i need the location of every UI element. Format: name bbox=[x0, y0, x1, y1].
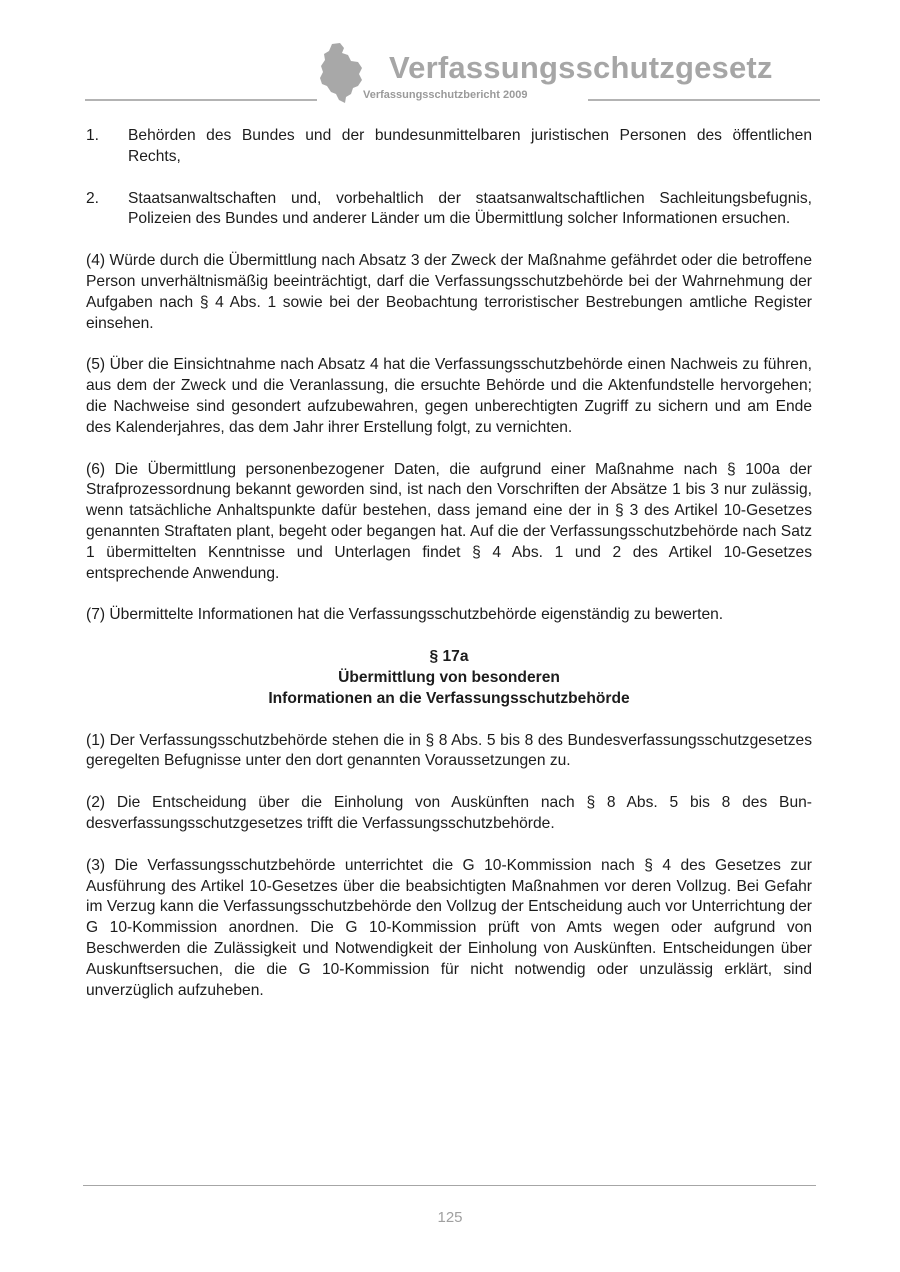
footer-rule bbox=[83, 1185, 816, 1186]
paragraph-7: (7) Übermittelte Informationen hat die Verfassungsschutzbehörde eigenständig zu bewerten. bbox=[86, 606, 724, 624]
section-title-line-1: Übermittlung von besonderen bbox=[338, 668, 560, 686]
header-rule-left bbox=[85, 99, 317, 101]
section-paragraph-2: (2) Die Entscheidung über die Einholung von Auskünften nach § 8 Abs. 5 bis 8 des Bundesverfassungsschutzgesetzes trifft die Verfassungsschutzbehörde. bbox=[86, 794, 812, 832]
paragraph-5: (5) Über die Einsichtnahme nach Absatz 4 hat die Verfassungsschutzbehörde einen Nachweis zu führen, aus dem der Zweck und die Veranlassung, die ersuchte Behörde und die Aktenfundstelle hervorgehen; die Nachweise sind gesondert aufzubewahren, gegen unberechtigten Zugriff zu sichern und am Ende des Kalenderjahres, das dem Jahr ihrer Erstellung folgt, zu vernichten. bbox=[86, 356, 812, 436]
list-item-number: 2. bbox=[86, 189, 100, 207]
header-rule-right bbox=[588, 99, 820, 101]
list-item-text: Behörden des Bundes und der bundesunmittelbaren juristischen Personen des öffentlichen Rechts, bbox=[128, 127, 812, 165]
saxony-anhalt-map-icon bbox=[318, 42, 364, 104]
page-number: 125 bbox=[437, 1209, 463, 1226]
list-item-number: 1. bbox=[86, 127, 100, 144]
section-paragraph-1: (1) Der Verfassungsschutzbehörde stehen die in § 8 Abs. 5 bis 8 des Bundesverfassungsschutzgesetzes geregelten Befugnisse unter den dort genannten Voraussetzungen zu. bbox=[86, 731, 812, 770]
section-number: § 17a bbox=[429, 648, 469, 666]
section-title-line-2: Informationen an die Verfassungsschutzbehörde bbox=[268, 689, 630, 707]
section-heading bbox=[86, 647, 812, 709]
paragraph-6: (6) Die Übermittlung personenbezogener Daten, die aufgrund einer Maßnahme nach § 100a der Strafprozessordnung bekannt geworden sind, ist nach den Vorschriften der Absätze 1 bis 3 nur zulässig, wenn tatsächliche Anhaltspunkte dafür bestehen, dass jemand eine der in § 3 des Artikel 10-Gesetzes genannten Straftaten plant, begeht oder begangen hat. Auf die der Verfassungsschutzbehörde nach Satz 1 übermittelten Kenntnisse und Unterlagen findet § 4 Abs. 1 und 2 des Artikel 10-Gesetzes entsprechende Anwendung. bbox=[86, 460, 812, 582]
paragraph-4: (4) Würde durch die Übermittlung nach Absatz 3 der Zweck der Maßnahme gefährdet oder die betroffene Person unverhältnismäßig beeinträchtigt, darf die Verfassungsschutzbehörde bei der Wahrnehmung der Aufgaben nach § 4 Abs. 1 sowie bei der Beobachtung terroristischer Bestrebungen amtliche Register einsehen. bbox=[86, 252, 812, 332]
list-item-text: Staatsanwaltschaften und, vorbehaltlich der staatsanwaltschaftlichen Sachleitungsbefugnis, Polizeien des Bundes und anderer Länder um die Übermittlung solcher Informationen ersuchen. bbox=[128, 189, 812, 228]
page-header bbox=[0, 0, 900, 110]
list-item bbox=[86, 126, 812, 168]
document-body bbox=[86, 126, 812, 1001]
header-title: Verfassungsschutzgesetz bbox=[389, 50, 773, 85]
list-item bbox=[86, 189, 812, 231]
header-subtitle: Verfassungsschutzbericht 2009 bbox=[363, 89, 528, 101]
section-paragraph-3: (3) Die Verfassungsschutzbehörde unterrichtet die G 10-Kommission nach § 4 des Gesetzes zur Ausführung des Artikel 10-Gesetzes über die beabsichtigten Maßnahmen vor deren Vollzug. Bei Gefahr im Verzug kann die Verfassungsschutzbehörde den Vollzug der Entscheidung auch vor Unterrichtung der G 10-Kommission anordnen. Die G 10-Kommission prüft von Amts wegen oder aufgrund von Beschwerden die Zulässigkeit und Notwendigkeit der Einholung von Auskünften. Entscheidungen über Auskunftsersuchen, die die G 10-Kommission für nicht notwendig oder unzulässig erklärt, sind unverzüglich aufzuheben. bbox=[86, 856, 812, 999]
